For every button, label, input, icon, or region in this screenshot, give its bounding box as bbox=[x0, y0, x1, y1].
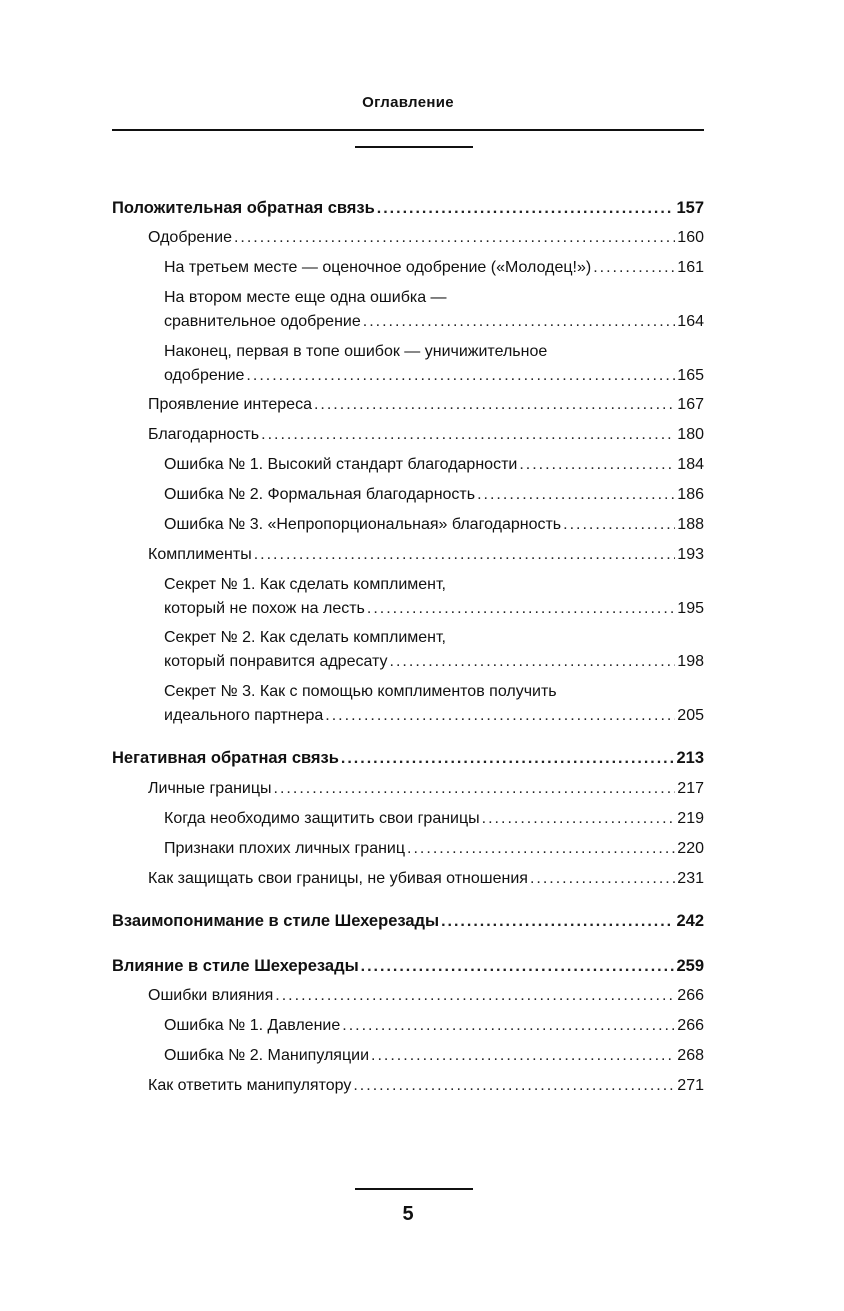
dot-leader bbox=[363, 310, 676, 334]
toc-entry-title: Одобрение bbox=[148, 229, 232, 246]
toc-entry[interactable] bbox=[164, 837, 704, 861]
toc-entry-page: 193 bbox=[677, 546, 704, 563]
toc-entry-title: Ошибки влияния bbox=[148, 987, 274, 1004]
toc-entry-title: Негативная обратная связь bbox=[112, 749, 339, 767]
toc-entry-title: который понравится адресату bbox=[164, 653, 388, 670]
toc-entry-title: Ошибка № 2. Формальная благодарность bbox=[164, 486, 476, 503]
dot-leader bbox=[325, 704, 675, 728]
dot-leader bbox=[361, 955, 675, 979]
toc-entry-title: сравнительное одобрение bbox=[164, 313, 361, 330]
toc-entry[interactable] bbox=[112, 746, 704, 771]
toc-entry[interactable] bbox=[164, 650, 704, 674]
toc-entry[interactable] bbox=[148, 543, 704, 567]
toc-entry-page: 164 bbox=[677, 313, 704, 330]
toc-entry-title: Комплименты bbox=[148, 546, 252, 563]
dot-leader bbox=[275, 984, 675, 1008]
toc-entry-title-line1: Секрет № 2. Как сделать комплимент, bbox=[164, 629, 446, 646]
toc-entry[interactable] bbox=[164, 483, 704, 507]
toc-entry-title: Взаимопонимание в стиле Шехерезады bbox=[112, 912, 440, 930]
running-header: Оглавление bbox=[362, 94, 454, 111]
toc-entry[interactable] bbox=[164, 513, 704, 537]
toc-entry[interactable] bbox=[164, 597, 704, 621]
dot-leader bbox=[482, 807, 676, 831]
toc-entry-page: 220 bbox=[677, 840, 704, 857]
toc-entry-page: 161 bbox=[677, 259, 704, 276]
dot-leader bbox=[274, 777, 676, 801]
dot-leader bbox=[234, 226, 675, 250]
toc-entry-title: Положительная обратная связь bbox=[112, 199, 375, 217]
toc-entry-title-line1: Секрет № 1. Как сделать комплимент, bbox=[164, 576, 446, 593]
toc-entry[interactable] bbox=[164, 1014, 704, 1038]
toc-entry-page: 259 bbox=[676, 957, 704, 975]
toc-entry-title: Когда необходимо защитить свои границы bbox=[164, 810, 480, 827]
toc-entry-page: 231 bbox=[677, 870, 704, 887]
toc-entry[interactable] bbox=[148, 984, 704, 1008]
toc-entry[interactable] bbox=[164, 453, 704, 477]
toc-entry-title: Ошибка № 1. Высокий стандарт благодарности bbox=[164, 456, 518, 473]
dot-leader bbox=[563, 513, 675, 537]
toc-entry-title-line1: Наконец, первая в топе ошибок — уничижительное bbox=[164, 343, 548, 360]
dot-leader bbox=[477, 483, 675, 507]
toc-entry-title: Признаки плохих личных границ bbox=[164, 840, 406, 857]
toc-entry-page: 157 bbox=[676, 199, 704, 217]
footer-rule bbox=[355, 1188, 473, 1190]
toc-entry[interactable] bbox=[164, 1044, 704, 1068]
toc-entry-title: Как защищать свои границы, не убивая отношения bbox=[148, 870, 528, 887]
toc-entry-title: Личные границы bbox=[148, 780, 272, 797]
toc-entry-page: 167 bbox=[677, 396, 704, 413]
dot-leader bbox=[254, 543, 676, 567]
toc-entry[interactable] bbox=[164, 364, 704, 388]
dot-leader bbox=[441, 910, 674, 934]
toc-entry-page: 219 bbox=[677, 810, 704, 827]
dot-leader bbox=[519, 453, 675, 477]
toc-entry-title: Как ответить манипулятору bbox=[148, 1077, 352, 1094]
toc-entry-title: Благодарность bbox=[148, 426, 260, 443]
toc-entry-title: идеального партнера bbox=[164, 707, 324, 724]
toc-entry[interactable] bbox=[164, 310, 704, 334]
toc-entry-page: 180 bbox=[677, 426, 704, 443]
toc-entry-title: Ошибка № 1. Давление bbox=[164, 1017, 341, 1034]
toc-entry-page: 268 bbox=[677, 1047, 704, 1064]
toc-entry-title-line1: На втором месте еще одна ошибка — bbox=[164, 289, 447, 306]
toc-entry[interactable] bbox=[164, 807, 704, 831]
toc-entry-page: 266 bbox=[677, 987, 704, 1004]
toc-entry-title: Влияние в стиле Шехерезады bbox=[112, 957, 359, 975]
dot-leader bbox=[314, 393, 675, 417]
header-rule bbox=[112, 129, 704, 131]
dot-leader bbox=[377, 197, 675, 221]
toc-entry-page: 186 bbox=[677, 486, 704, 503]
toc-entry-page: 271 bbox=[677, 1077, 704, 1094]
dot-leader bbox=[367, 597, 675, 621]
toc-entry[interactable] bbox=[164, 256, 704, 280]
toc-entry-title: Ошибка № 2. Манипуляции bbox=[164, 1047, 370, 1064]
toc-entry[interactable] bbox=[148, 777, 704, 801]
toc-entry-title: На третьем месте — оценочное одобрение («Молодец!») bbox=[164, 259, 592, 276]
dot-leader bbox=[371, 1044, 675, 1068]
toc-entry[interactable] bbox=[112, 909, 704, 934]
dot-leader bbox=[407, 837, 675, 861]
toc-entry[interactable] bbox=[164, 704, 704, 728]
toc-entry-title: который не похож на лесть bbox=[164, 600, 365, 617]
toc-entry-page: 195 bbox=[677, 600, 704, 617]
toc-entry-page: 198 bbox=[677, 653, 704, 670]
toc-entry-page: 165 bbox=[677, 367, 704, 384]
toc-entry[interactable] bbox=[112, 196, 704, 221]
toc-entry-page: 213 bbox=[676, 749, 704, 767]
toc-entry-title: Ошибка № 3. «Непропорциональная» благодарность bbox=[164, 516, 562, 533]
toc-entry-page: 160 bbox=[677, 229, 704, 246]
dot-leader bbox=[390, 650, 676, 674]
toc-entry-page: 266 bbox=[677, 1017, 704, 1034]
toc-entry-title-line1: Секрет № 3. Как с помощью комплиментов получить bbox=[164, 683, 557, 700]
header-short-rule bbox=[355, 146, 473, 148]
toc-entry-page: 188 bbox=[677, 516, 704, 533]
dot-leader bbox=[246, 364, 675, 388]
toc-entry-title: Проявление интереса bbox=[148, 396, 312, 413]
toc-entry-page: 242 bbox=[676, 912, 704, 930]
dot-leader bbox=[261, 423, 675, 447]
toc-entry-title: одобрение bbox=[164, 367, 245, 384]
toc-entry[interactable] bbox=[112, 954, 704, 979]
toc-entry-page: 205 bbox=[677, 707, 704, 724]
dot-leader bbox=[341, 747, 675, 771]
toc-entry[interactable] bbox=[148, 226, 704, 250]
toc-entry-page: 184 bbox=[677, 456, 704, 473]
toc-entry-page: 217 bbox=[677, 780, 704, 797]
toc-entry[interactable] bbox=[148, 423, 704, 447]
page-number: 5 bbox=[402, 1203, 414, 1225]
toc-entry[interactable] bbox=[148, 393, 704, 417]
dot-leader bbox=[353, 1074, 675, 1098]
toc-entry[interactable] bbox=[148, 867, 704, 891]
dot-leader bbox=[593, 256, 675, 280]
dot-leader bbox=[342, 1014, 675, 1038]
toc-entry[interactable] bbox=[148, 1074, 704, 1098]
dot-leader bbox=[530, 867, 675, 891]
